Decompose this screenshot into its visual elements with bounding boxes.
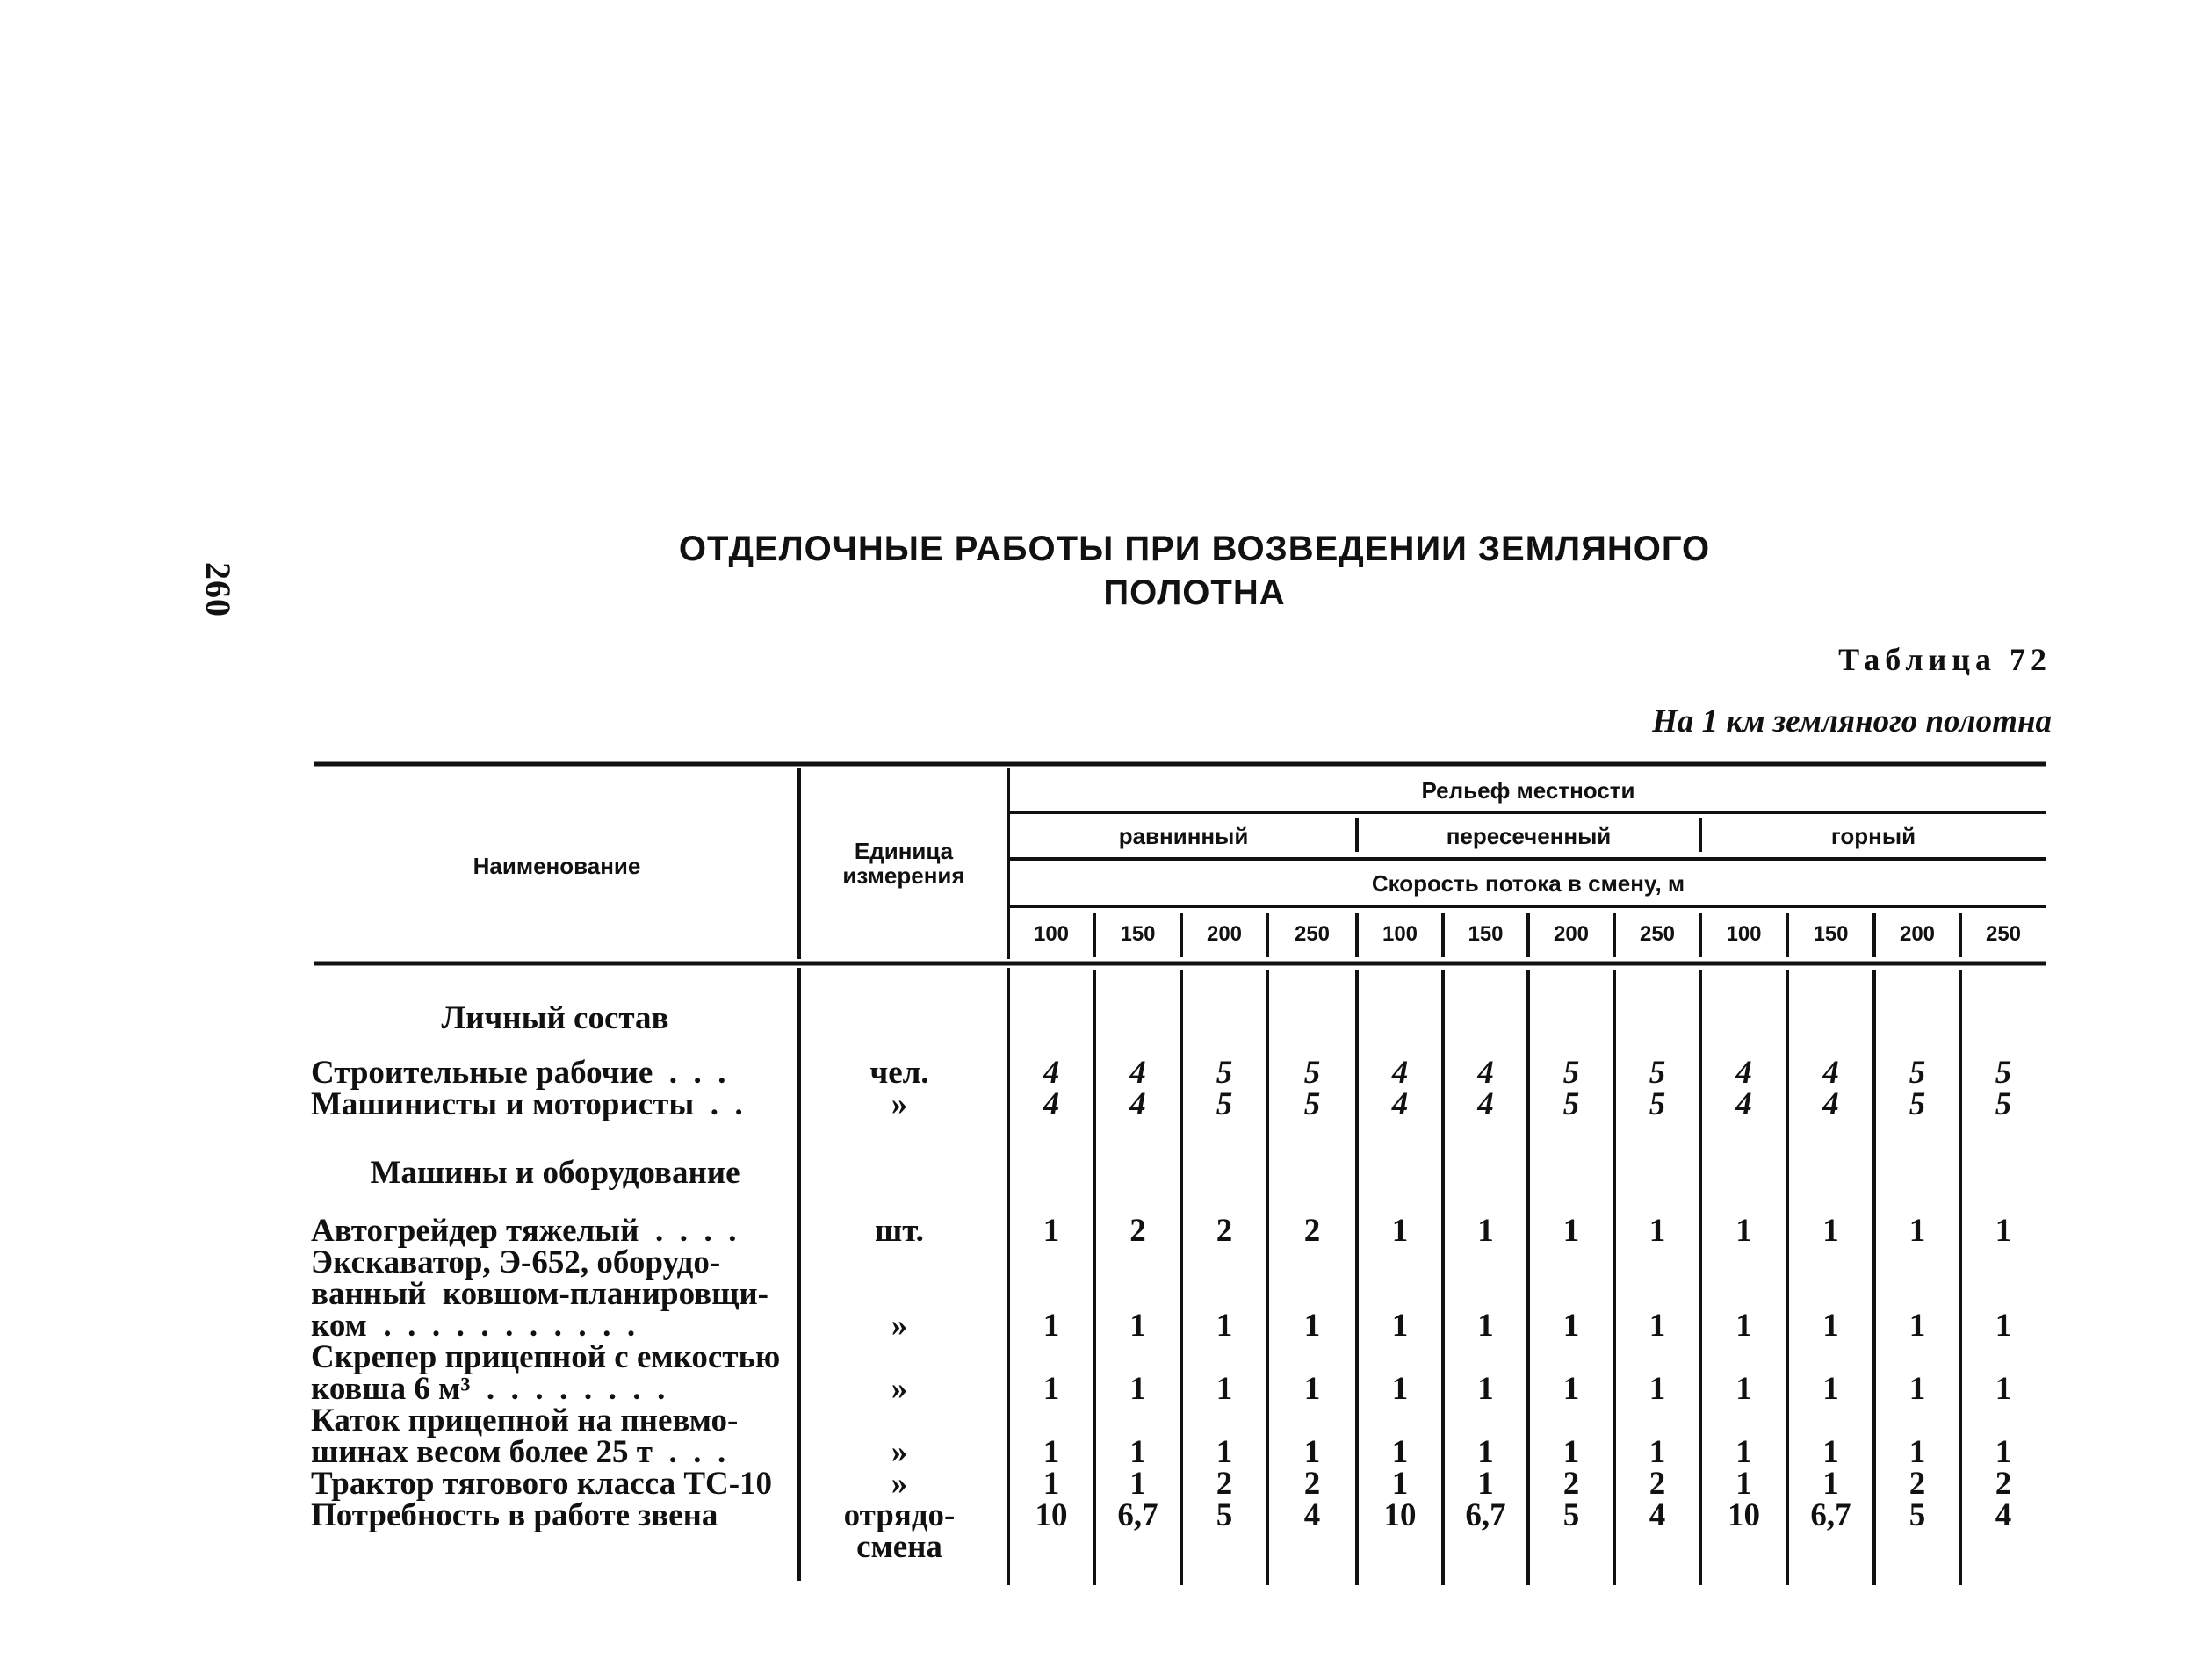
table-note: На 1 км земляного полотна [1652, 703, 2052, 739]
table-cell: 1 [1129, 1371, 1146, 1407]
header-terrain-plain: равнинный [1118, 823, 1249, 849]
table-cell: 1 [1129, 1434, 1146, 1470]
speed-cell-7: 250 [1639, 922, 1676, 946]
table-cell: 4 [1822, 1086, 1839, 1122]
table-cell: 1 [1995, 1213, 2012, 1249]
table-cell: 1 [1216, 1434, 1233, 1470]
table-cell: 1 [1477, 1213, 1494, 1249]
speed-cell-2: 200 [1206, 922, 1243, 946]
table-cell: 4 [1043, 1086, 1060, 1122]
table-cell: 2 [1995, 1466, 2012, 1502]
row-unit: шт. [875, 1213, 924, 1249]
table-cell: 1 [1649, 1434, 1666, 1470]
table-cell: 1 [1477, 1371, 1494, 1407]
table-cell: 1 [1822, 1466, 1839, 1502]
table-cell: 4 [1129, 1055, 1146, 1091]
table-cell: 1 [1822, 1371, 1839, 1407]
table-cell: 4 [1995, 1497, 2012, 1533]
table-cell: 1 [1129, 1466, 1146, 1502]
table-cell: 5 [1216, 1086, 1233, 1122]
table-cell: 4 [1391, 1055, 1409, 1091]
header-speed: Скорость потока в смену, м [1371, 870, 1685, 897]
table-cell: 1 [1391, 1371, 1409, 1407]
table-cell: 1 [1649, 1213, 1666, 1249]
row-name: ковша 6 м³ . . . . . . . . [311, 1371, 666, 1407]
header-unit-line-2: измерения [842, 862, 965, 889]
table-cell: 1 [1562, 1434, 1580, 1470]
row-unit: чел. [869, 1055, 929, 1091]
section-machines: Машины и оборудование [370, 1155, 740, 1191]
header-relief: Рельеф местности [1421, 777, 1635, 804]
table-cell: 1 [1129, 1308, 1146, 1344]
table-cell: 4 [1303, 1497, 1321, 1533]
table-cell: 1 [1735, 1371, 1752, 1407]
table-cell: 1 [1562, 1213, 1580, 1249]
speed-cell-11: 250 [1985, 922, 2022, 946]
row-name: Машинисты и мотористы . . [311, 1086, 743, 1122]
table-cell: 5 [1303, 1055, 1321, 1091]
table-cell: 1 [1995, 1371, 2012, 1407]
table-cell: 1 [1477, 1308, 1494, 1344]
table-cell: 2 [1649, 1466, 1666, 1502]
speed-cell-3: 250 [1294, 922, 1331, 946]
table-cell: 5 [1216, 1497, 1233, 1533]
table-cell: 2 [1216, 1466, 1233, 1502]
table-cell: 1 [1043, 1434, 1060, 1470]
table-cell: 4 [1477, 1055, 1494, 1091]
table-cell: 1 [1303, 1434, 1321, 1470]
table-cell: 5 [1995, 1055, 2012, 1091]
speed-cell-1: 150 [1120, 922, 1156, 946]
table-cell: 5 [1562, 1497, 1580, 1533]
table-cell: 1 [1216, 1371, 1233, 1407]
table-cell: 2 [1303, 1466, 1321, 1502]
table-cell: 1 [1391, 1434, 1409, 1470]
table-cell: 5 [1562, 1055, 1580, 1091]
row-name: шинах весом более 25 т . . . [311, 1434, 726, 1470]
table-cell: 1 [1216, 1308, 1233, 1344]
page-number: 260 [198, 562, 238, 617]
header-unit-line-1: Единица [854, 838, 954, 864]
table-cell: 10 [1383, 1497, 1417, 1533]
table-cell: 2 [1129, 1213, 1146, 1249]
table-cell: 5 [1562, 1086, 1580, 1122]
row-unit: » [891, 1371, 908, 1407]
table-cell: 1 [1649, 1371, 1666, 1407]
row-name: ком . . . . . . . . . . . [311, 1308, 636, 1344]
table-cell: 4 [1735, 1055, 1752, 1091]
speed-cell-10: 200 [1899, 922, 1936, 946]
table-cell: 6,7 [1465, 1497, 1506, 1533]
row-unit: » [891, 1466, 908, 1502]
table-cell: 1 [1391, 1466, 1409, 1502]
table-cell: 1 [1735, 1434, 1752, 1470]
header-terrain-rugged: пересеченный [1446, 823, 1612, 849]
table-cell: 4 [1391, 1086, 1409, 1122]
table-cell: 5 [1649, 1086, 1666, 1122]
table-cell: 1 [1043, 1308, 1060, 1344]
table-cell: 4 [1129, 1086, 1146, 1122]
table-cell: 4 [1043, 1055, 1060, 1091]
table-cell: 1 [1562, 1308, 1580, 1344]
table-cell: 1 [1043, 1466, 1060, 1502]
header-terrain-mountain: горный [1830, 823, 1916, 849]
header-unit [799, 839, 1008, 888]
speed-cell-4: 100 [1382, 922, 1418, 946]
table-cell: 1 [1995, 1434, 2012, 1470]
table-cell: 4 [1477, 1086, 1494, 1122]
title-line-2: ПОЛОТНА [1103, 573, 1286, 612]
row-name: Скрепер прицепной с емкостью [311, 1339, 781, 1375]
table-cell: 4 [1822, 1055, 1839, 1091]
speed-cell-8: 100 [1726, 922, 1762, 946]
speed-cell-6: 200 [1553, 922, 1590, 946]
row-name: Экскаватор, Э-652, оборудо- [311, 1244, 721, 1280]
header-name: Наименование [473, 853, 641, 879]
speed-cell-5: 150 [1468, 922, 1504, 946]
table-cell: 1 [1043, 1213, 1060, 1249]
table-cell: 1 [1303, 1371, 1321, 1407]
table-cell: 1 [1909, 1213, 1926, 1249]
table-cell: 5 [1909, 1086, 1926, 1122]
table-cell: 2 [1303, 1213, 1321, 1249]
table-cell: 1 [1735, 1308, 1752, 1344]
table-cell: 1 [1822, 1434, 1839, 1470]
row-name: Потребность в работе звена [311, 1497, 718, 1533]
table-cell: 1 [1735, 1213, 1752, 1249]
table-cell: 1 [1649, 1308, 1666, 1344]
table-cell: 1 [1391, 1308, 1409, 1344]
table-cell: 4 [1649, 1497, 1666, 1533]
table-cell: 1 [1303, 1308, 1321, 1344]
row-unit: » [891, 1434, 908, 1470]
table-cell: 2 [1562, 1466, 1580, 1502]
table-cell: 1 [1909, 1371, 1926, 1407]
row-name: Трактор тягового класса ТС-10 [311, 1466, 773, 1502]
table-cell: 5 [1909, 1055, 1926, 1091]
row-name: Автогрейдер тяжелый . . . . [311, 1213, 737, 1249]
row-name: Каток прицепной на пневмо- [311, 1402, 739, 1438]
row-name: ванный ковшом-планировщи- [311, 1276, 768, 1312]
row-unit: смена [856, 1529, 942, 1565]
table-cell: 5 [1303, 1086, 1321, 1122]
table-cell: 1 [1391, 1213, 1409, 1249]
table-cell: 1 [1735, 1466, 1752, 1502]
table-cell: 1 [1909, 1434, 1926, 1470]
speed-cell-0: 100 [1033, 922, 1070, 946]
table-cell: 1 [1477, 1466, 1494, 1502]
speed-cell-9: 150 [1813, 922, 1849, 946]
title-line-1: ОТДЕЛОЧНЫЕ РАБОТЫ ПРИ ВОЗВЕДЕНИИ ЗЕМЛЯНОГО [678, 530, 1711, 568]
row-unit: » [891, 1086, 908, 1122]
table-cell: 1 [1562, 1371, 1580, 1407]
table-cell: 1 [1822, 1308, 1839, 1344]
table-cell: 2 [1909, 1466, 1926, 1502]
table-cell: 1 [1043, 1371, 1060, 1407]
row-unit: отрядо- [843, 1497, 956, 1533]
table-cell: 1 [1995, 1308, 2012, 1344]
section-personnel: Личный состав [441, 1000, 669, 1036]
table-cell: 5 [1649, 1055, 1666, 1091]
table-label: Таблица 72 [1838, 642, 2052, 677]
table-cell: 6,7 [1117, 1497, 1158, 1533]
table-cell: 6,7 [1810, 1497, 1851, 1533]
table-cell: 5 [1995, 1086, 2012, 1122]
row-unit: » [891, 1308, 908, 1344]
row-name: Строительные рабочие . . . [311, 1055, 726, 1091]
table-cell: 4 [1735, 1086, 1752, 1122]
table-cell: 10 [1035, 1497, 1068, 1533]
table-cell: 1 [1909, 1308, 1926, 1344]
table-cell: 1 [1822, 1213, 1839, 1249]
table-cell: 1 [1477, 1434, 1494, 1470]
table-cell: 5 [1909, 1497, 1926, 1533]
table-cell: 5 [1216, 1055, 1233, 1091]
table-cell: 10 [1728, 1497, 1760, 1533]
table-cell: 2 [1216, 1213, 1233, 1249]
